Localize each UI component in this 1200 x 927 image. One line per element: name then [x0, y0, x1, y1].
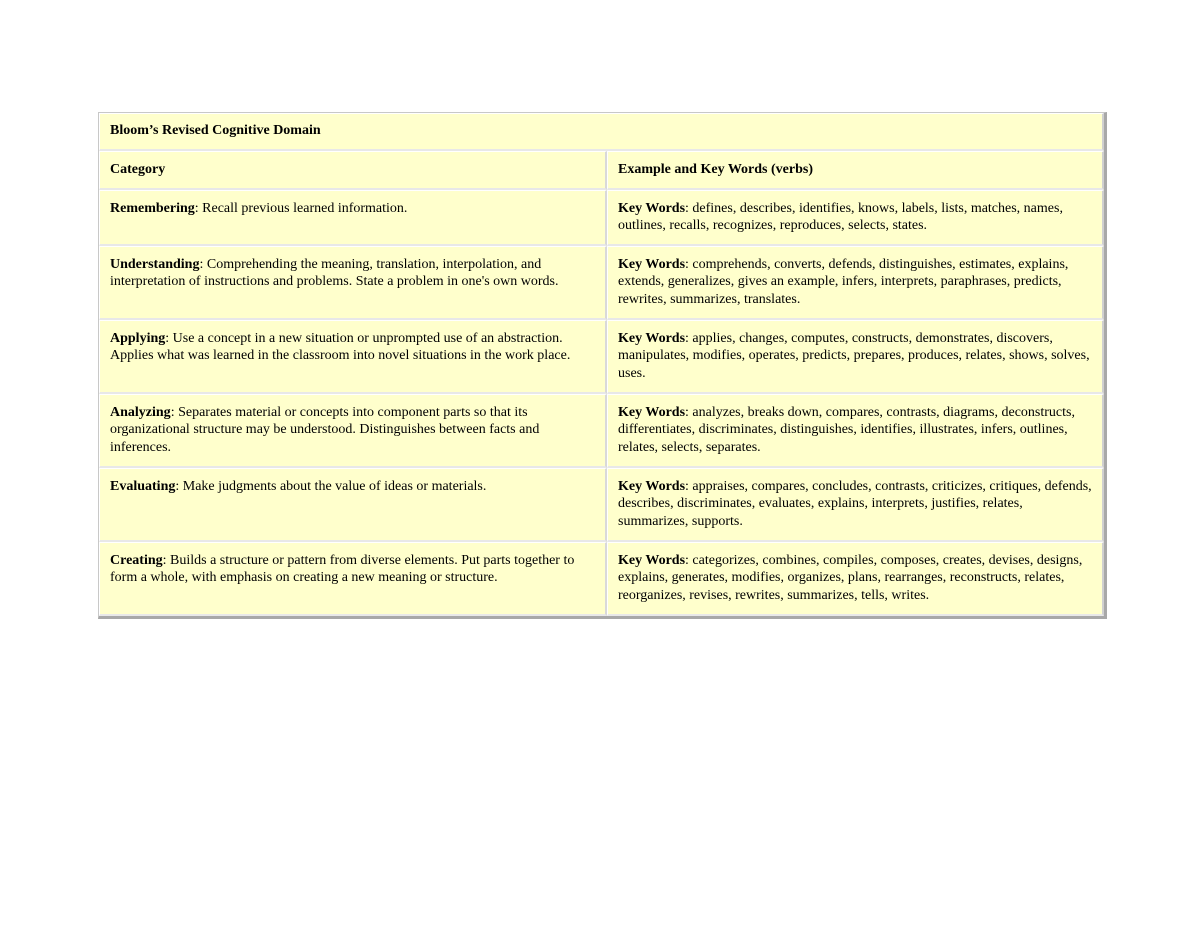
key-words-label: Key Words: [618, 200, 686, 216]
key-words-list: : analyzes, breaks down, compares, contrasts, diagrams, deconstructs, differentiates, discriminates, distinguishes, identifies, illustrates, infers, outlines, relates, selects, separates.: [618, 404, 1075, 455]
keywords-cell: [607, 320, 1104, 394]
header-examples: Example and Key Words (verbs): [607, 151, 1104, 190]
table-title-row: [99, 113, 1104, 151]
category-name: Remembering: [110, 200, 195, 216]
keywords-cell: [607, 246, 1104, 320]
category-description: : Use a concept in a new situation or unprompted use of an abstraction. Applies what was learned in the classroom into novel situations in the work place.: [110, 330, 571, 363]
keywords-cell: [607, 394, 1104, 468]
table-row: [99, 190, 1104, 246]
category-name: Evaluating: [110, 478, 176, 494]
key-words-list: : defines, describes, identifies, knows, labels, lists, matches, names, outlines, recalls, recognizes, reproduces, selects, states.: [618, 200, 1063, 233]
category-description: : Separates material or concepts into component parts so that its organizational structure may be understood. Distinguishes between facts and inferences.: [110, 404, 540, 455]
keywords-cell: [607, 542, 1104, 616]
table-row: [99, 394, 1104, 468]
table-title-cell: [99, 113, 1104, 151]
table-row: [99, 246, 1104, 320]
category-description: : Builds a structure or pattern from diverse elements. Put parts together to form a whole, with emphasis on creating a new meaning or structure.: [110, 552, 575, 585]
category-name: Understanding: [110, 256, 200, 272]
key-words-label: Key Words: [618, 478, 686, 494]
table-row: [99, 542, 1104, 616]
table-row: [99, 468, 1104, 542]
category-cell: [99, 320, 607, 394]
key-words-label: Key Words: [618, 256, 686, 272]
header-category: Category: [99, 151, 607, 190]
category-description: : Make judgments about the value of ideas or materials.: [175, 478, 487, 494]
key-words-label: Key Words: [618, 404, 686, 420]
key-words-list: : categorizes, combines, compiles, composes, creates, devises, designs, explains, generates, modifies, organizes, plans, rearranges, reconstructs, relates, reorganizes, revises, rewrites, summarizes, tells, writes.: [618, 552, 1083, 603]
blooms-table: [98, 112, 1107, 619]
category-name: Creating: [110, 552, 163, 568]
key-words-label: Key Words: [618, 552, 686, 568]
category-cell: [99, 542, 607, 616]
key-words-list: : comprehends, converts, defends, distinguishes, estimates, explains, extends, generalizes, gives an example, infers, interprets, paraphrases, predicts, rewrites, summarizes, translates.: [618, 256, 1069, 307]
key-words-list: : appraises, compares, concludes, contrasts, criticizes, critiques, defends, describes, discriminates, evaluates, explains, interprets, justifies, relates, summarizes, supports.: [618, 478, 1092, 529]
table-row: [99, 320, 1104, 394]
table-header-row: [99, 151, 1104, 190]
keywords-cell: [607, 468, 1104, 542]
category-description: : Recall previous learned information.: [194, 200, 408, 216]
key-words-label: Key Words: [618, 330, 686, 346]
category-cell: [99, 468, 607, 542]
category-cell: [99, 394, 607, 468]
key-words-list: : applies, changes, computes, constructs, demonstrates, discovers, manipulates, modifies, operates, predicts, prepares, produces, relates, shows, solves, uses.: [618, 330, 1090, 381]
category-name: Applying: [110, 330, 166, 346]
category-description: : Comprehending the meaning, translation, interpolation, and interpretation of instructions and problems. State a problem in one's own words.: [110, 256, 559, 289]
category-name: Analyzing: [110, 404, 171, 420]
category-cell: [99, 246, 607, 320]
keywords-cell: [607, 190, 1104, 246]
category-cell: [99, 190, 607, 246]
table-title: Bloom’s Revised Cognitive Domain: [110, 123, 321, 138]
